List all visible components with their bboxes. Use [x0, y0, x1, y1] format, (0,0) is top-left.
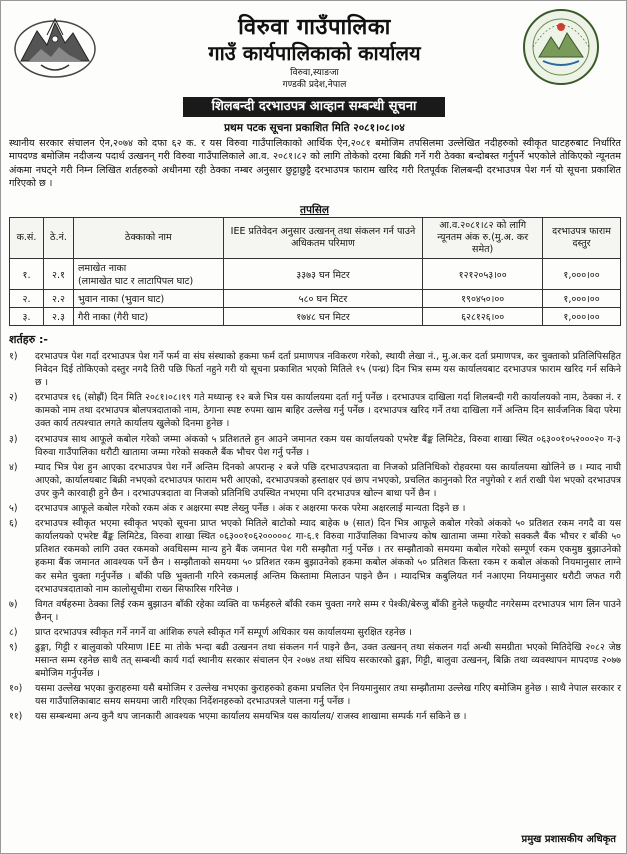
cell-form-fee: १,०००।००: [543, 290, 621, 308]
office-name: गाउँ कार्यपालिकाको कार्यालय: [208, 41, 421, 65]
term-text: दरभाउपत्र साथ आफूले कबोल गरेको जम्मा अंकको ५ प्रतिशतले हुन आउने जमानत रकम यस कार्यालयको एभरेष्ट बैंङ्क लिमिटेड, विरुवा शाखा स्थित ०६३००१०५२०००२० ग-३ विरुवा गाउँपालिका धरौटी खातामा जम्मा गरेको सक्कलै बैंक भौचर पेश गर्नु पर्नेछ ।: [35, 433, 621, 458]
term-number: ८): [9, 626, 18, 638]
table-row: [10, 308, 621, 326]
cell-iee-quantity: ३३७३ घन मिटर: [223, 259, 423, 290]
term-number: ११): [9, 711, 23, 723]
term-number: ५): [9, 503, 18, 515]
list-item: [9, 598, 621, 624]
cell-contract-name: गैरी नाका (गैरी घाट): [73, 308, 223, 326]
term-text: दरभाउपत्र पेश गर्दा दरभाउपत्र पेश गर्ने फर्म वा संघ संस्थाको हकमा फर्म दर्ता प्रमाणपत्र नविकरण गरेको, स्थायी लेखा नं., मु.अ.कर दर्ता प्रमाणपत्र, कर चुक्ताको प्रतिलिपिसहित निवेदन दिई तोकिएको दस्तुर नगदै तिरी पछि फिर्ता नहुने गरी यो सूचना प्रकाशित भएको मितिले १५ (पन्ध्र) दिन भित्र सम्म यस कार्यालयबाट दरभाउपत्र फाराम खरिद गर्न सकिने छ ।: [35, 351, 621, 389]
notice-title: शिलबन्दी दरभाउपत्र आव्हान सम्बन्धी सूचना: [183, 97, 445, 117]
cell-minimum-amount: १२१२०५३।००: [423, 259, 543, 290]
cell-contract-no: २.३: [43, 308, 73, 326]
municipality-name: विरुवा गाउँपालिका: [238, 15, 391, 40]
header-contract-name: ठेक्काको नाम: [73, 218, 223, 259]
cell-sn: १.: [10, 259, 44, 290]
contract-name-line: लमाखेत नाका: [77, 263, 127, 274]
list-item: [9, 350, 621, 389]
list-item: [9, 682, 621, 708]
term-number: ३): [9, 433, 18, 445]
cell-iee-quantity: ५८० घन मिटर: [223, 290, 423, 308]
list-item: [9, 626, 621, 639]
term-text: म्याद भित्र पेश हुन आएका दरभाउपत्र पेश गर्ने अन्तिम दिनको अपरान्ह २ बजे पछि दरभाउपत्रदाता वा निजको प्रतिनिधिको रोहवरमा यस कार्यालयमा खोलिने छ । म्याद नाघी आएको, कार्यालयबाट बिक्री नभएको दरभाउपत्र फाराम भरी आएको, दरभाउपत्रको हस्ताक्षर एवं छाप नभएको, प्रचलित कानुनको रित नपुगेको र शर्त राखी पेश भएको दरभाउपत्र उपर कुनै कारवाही हुने छैन । दरभाउपत्रदाता वा निजको प्रतिनिधि उपस्थित नभएमा पनि दरभाउपत्र खोल्न बाधा पर्ने छैन ।: [35, 461, 621, 499]
header-iee-quantity: IEE प्रतिवेदन अनुसार उत्खनन् तथा संकलन गर्न पाउने अधिकतम परिमाण: [223, 218, 423, 259]
term-text: दरभाउपत्र १६ (सोह्रौं) दिन मिति २०८१।०८।१९ गते मध्यान्ह १२ बजे भित्र यस कार्यालयमा दर्ता गर्नु पर्नेछ । दरभाउपत्र दाखिला गर्दा शिलबन्दी गरी कार्यालयको नाम, ठेक्का नं. र कामको नाम तथा दरभाउपत्र बोलपत्रदाताको नाम, ठेगाना स्पष्ट रुपमा खाम बाहिर उल्लेख गर्नु पर्नेछ । दरभाउपत्र खरिद गर्ने तथा दाखिला गर्ने अन्तिम दिन सार्वजनिक बिदा परेमा उक्त कार्य तत्पश्चात लगते कार्यालय खुलेको दिनमा हुनेछ ।: [35, 392, 621, 430]
term-number: २): [9, 392, 18, 404]
province-line: गण्डकी प्रदेश,नेपाल: [282, 80, 347, 90]
list-item: [9, 641, 621, 680]
publication-date: प्रथम पटक सूचना प्रकाशित मिति २०८१।०८।०४: [224, 122, 405, 134]
cell-minimum-amount: १९०४५०।००: [423, 290, 543, 308]
letterhead: [1, 5, 627, 93]
table-header-row: [10, 218, 621, 259]
term-text: दरभाउपत्र स्वीकृत भएमा स्वीकृत भएको सूचना प्राप्त भएको मितिले बाटोको म्याद बाहेक ७ (सात) दिन भित्र आफूले कबोल गरेको अंकको ५० प्रतिशत रकम नगदै वा यस कार्यालयको एभरेष्ट बैंङ्क लिमिटेड, विरुवा शाखा स्थित ०६३००१०६२०००००८ गा-६.१ विरुवा गाउँपालिका विभाज्य कोष खातामा जम्मा गरेको सक्कलै बैंक भौचर र बाँकी ५० प्रतिशत रकमको लागि उक्त रकमको अवधिसम्म मान्य हुने बैंक जमानत पेश गरी सम्झौता गर्नु पर्नेछ । तर सम्झौताको समयमा कबोल गरेको सम्पूर्ण रकम एकमुष्ठ बुझाउनेको हकमा बैंक जमानत आवश्यक पर्ने छैन । सम्झौताको समयमा ५० प्रतिशत रकम बुझाउनेको हकमा कबोल अंकको ५० प्रतिशत किस्ता रकम र कबोल अंकको नियमानुसार लाग्ने कर समेत चुक्ता गर्नुपर्नेछ । बाँकी पछि भुक्तानी गरिने रकमलाई अन्तिम किस्तामा मिलाउन पाइने छैन । म्यादभित्र कबुलियत गर्न नआएमा नियमानुसार धरौटी जफत गरी दरभाउपत्रदाताको नाम कालोसूचीमा राख्न सिफारिस गरिनेछ ।: [35, 518, 622, 595]
term-number: ४): [9, 461, 18, 473]
table-row: [10, 259, 621, 290]
municipality-logo-icon: [521, 7, 601, 87]
terms-list: [9, 350, 621, 726]
term-number: ६): [9, 518, 18, 530]
term-text: प्राप्त दरभाउपत्र स्वीकृत गर्ने नगर्ने वा आंशिक रुपले स्वीकृत गर्ने सम्पूर्ण अधिकार यस कार्यालयमा सुरक्षित रहनेछ ।: [35, 626, 412, 638]
list-item: [9, 391, 621, 430]
schedule-title: तपसिल: [300, 204, 329, 216]
table-row: [10, 290, 621, 308]
cell-contract-name: [73, 259, 223, 290]
list-item: [9, 710, 621, 723]
term-number: १०): [9, 683, 23, 695]
list-item: [9, 461, 621, 500]
term-text: ढुङ्गा, गिट्टी र बालुवाको परिमाण IEE मा तोके भन्दा बढी उत्खनन तथा संकलन गर्न पाइने छैन, उक्त उत्खनन् तथा संकलन गर्दा अन्धी समग्रीता भएको मितिदेखि २०८२ जेष्ठ मसान्त सम्म रहनेछ साथै तत् सम्बन्धी कार्य गर्दा स्थानीय सरकार संचालन ऐन २०७४ तथा संघिय सरकारको ढुङ्गा, गिट्टी, बालुवा उत्खनन्, बिक्रि तथा व्यवस्थापन मापदण्ड २०७७ बमोजिम गर्नुपर्नेछ ।: [35, 641, 621, 680]
contract-name-detail: (लामाखेत घाट र लाटापिपल घाट): [77, 276, 194, 287]
cell-form-fee: १,०००।००: [543, 308, 621, 326]
cell-contract-name: भुवान नाका (भुवान घाट): [73, 290, 223, 308]
intro-paragraph: स्थानीय सरकार संचालन ऐन,२०७४ को दफा ६२ क. र यस विरुवा गाउँपालिकाको आर्थिक ऐन,२०८१ बमोजिम तपसिलमा उल्लेखित नदीहरुको स्वीकृत घाटहरुबाट निर्धारित मापदण्ड बमोजिम नदीजन्य पदार्थ उत्खनन् गरी विरुवा गाउँपालिकाले आ.व. २०८१।८२ को लागि तोकेको दरमा बिक्री गर्ने गरी ठेक्का बन्दोबस्त गर्नुपर्ने भएकोले तोकिएको न्यूनतम अंकमा नघट्ने गरी निम्न लिखित शर्तहरुको अधीनमा रही ठेक्का नम्बर अनुसार छुट्टाछुट्टै दरभाउपत्र फाराम खरिद गरी रितपूर्वक शिलबन्दी दरभाउपत्र पेश गर्न यो सूचना प्रकाशित गरिएको छ ।: [9, 138, 621, 189]
header-form-fee: दरभाउपत्र फाराम दस्तुर: [543, 218, 621, 259]
list-item: [9, 517, 621, 596]
cell-minimum-amount: ६२८१२६।००: [423, 308, 543, 326]
term-number: १): [9, 351, 18, 362]
term-text: दरभाउपत्र आफूले कबोल गरेको रकम अंक र अक्षरमा स्पष्ट लेख्नु पर्नेछ । अंक र अक्षरमा फरक परेमा अक्षरलाई मान्यता दिइने छ ।: [35, 503, 466, 515]
cell-contract-no: २.२: [43, 290, 73, 308]
list-item: [9, 502, 621, 515]
signatory-title: प्रमुख प्रशासकीय अधिकृत: [521, 834, 616, 845]
term-text: यसमा उल्लेख भएका कुराहरुमा यसै बमोजिम र उल्लेख नभएका कुराहरुको हकमा प्रचलित ऐन नियमानुसार तथा सम्झौतामा उल्लेख गरिए बमोजिम हुनेछ । साथै नेपाल सरकार र यस गाउँपालिकाबाट समय समयमा जारी गरिएका निर्देशनहरुको दरभाउपत्रले पालना गर्नु पर्नेछ ।: [35, 683, 621, 708]
term-number: ९): [9, 641, 18, 653]
address-line: विरुवा,स्याङजा: [290, 68, 339, 78]
cell-iee-quantity: १७४८ घन मिटर: [223, 308, 423, 326]
cell-contract-no: २.१: [43, 259, 73, 290]
header-sn: क.सं.: [10, 218, 44, 259]
terms-heading: शर्तहरु :-: [9, 333, 48, 346]
header-minimum-amount: आ.व.२०८१।८२ को लागि न्यूनतम अंक रु.(मु.अ. कर समेत): [423, 218, 543, 259]
term-text: विगत वर्षहरुमा ठेक्का लिई रकम बुझाउन बाँकी रहेका व्यक्ति वा फर्महरुले बाँकी रकम चुक्ता नगरे सम्म र पेश्की/बेरुजु बाँकी हुनेले फछ्र्यौट नगरेसम्म दरभाउपत्र भाग लिन पाउने छैनन् ।: [35, 598, 621, 623]
cell-sn: २.: [10, 290, 44, 308]
cell-sn: ३.: [10, 308, 44, 326]
term-text: यस सम्बन्धमा अन्य कुनै थप जानकारी आवश्यक भएमा कार्यालय समयभित्र यस कार्यालय/ राजस्व शाखामा सम्पर्क गर्न सकिने छ ।: [35, 711, 467, 723]
header-contract-no: ठे.नं.: [43, 218, 73, 259]
list-item: [9, 433, 621, 459]
cell-form-fee: १,०००।००: [543, 259, 621, 290]
term-number: ७): [9, 598, 18, 610]
contract-schedule-table: [9, 217, 621, 326]
